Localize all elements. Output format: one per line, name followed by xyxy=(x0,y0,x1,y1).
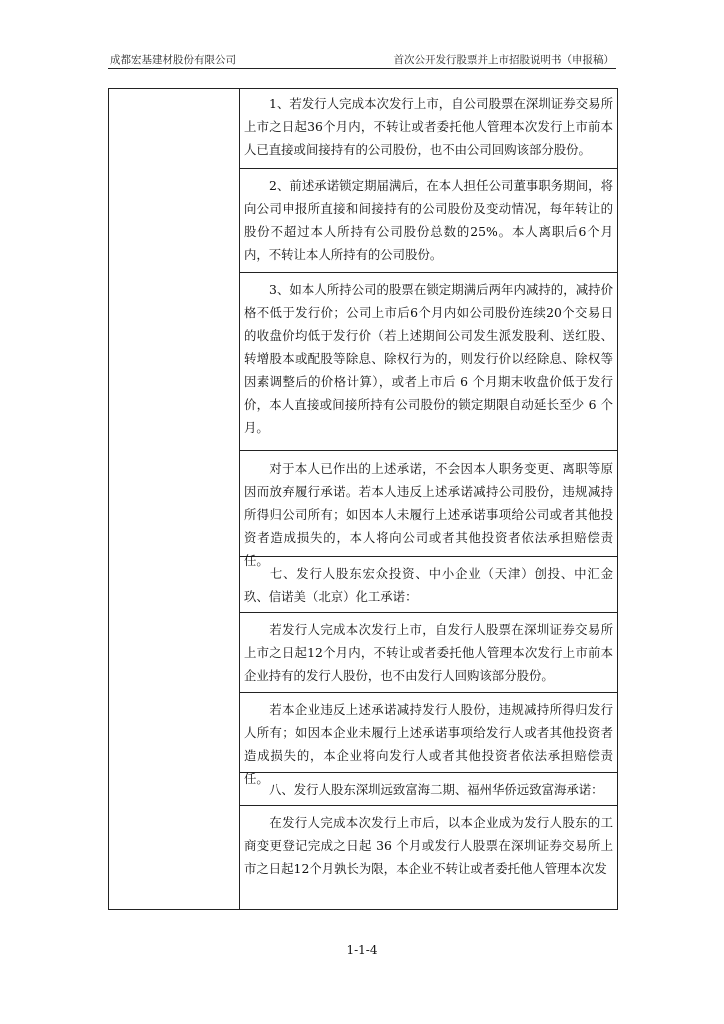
paragraph-no-abandonment xyxy=(240,451,617,568)
commitment-table xyxy=(108,88,618,910)
paragraph-text: 八、发行人股东深圳远致富海二期、福州华侨远致富海承诺： xyxy=(269,782,604,797)
paragraph-text: 七、发行人股东宏众投资、中小企业（天津）创投、中汇金玖、信诺美（北京）化工承诺： xyxy=(244,566,613,604)
paragraph-text: 2、前述承诺锁定期届满后，在本人担任公司董事职务期间，将向公司申报所直接和间接持有的公司股份及变动情况，每年转让的股份不超过本人所持有公司股份总数的25%。本人离职后6个月内，不转让本人所持有的公司股份。 xyxy=(244,178,613,262)
section-heading-seven xyxy=(240,557,617,613)
paragraph-lockup-36-months xyxy=(240,89,617,169)
page-header xyxy=(108,50,616,69)
paragraph-director-transfer-limit xyxy=(240,169,617,273)
paragraph-text: 1、若发行人完成本次发行上市，自公司股票在深圳证券交易所上市之日起36个月内，不转让或者委托他人管理本次发行上市前本人已直接或间接持有的公司股份，也不由公司回购该部分股份。 xyxy=(244,96,613,157)
document-title: 首次公开发行股票并上市招股说明书（申报稿） xyxy=(393,54,614,66)
paragraph-lockup-36-or-12-months xyxy=(240,806,617,886)
table-right-column xyxy=(240,89,617,909)
section-heading-eight xyxy=(240,773,617,806)
paragraph-text: 3、如本人所持公司的股票在锁定期满后两年内减持的，减持价格不低于发行价；公司上市后6个月内如公司股份连续20个交易日的收盘价均低于发行价（若上述期间公司发生派发股利、送红股、转增股本或配股等除息、除权行为的，则发行价以经除息、除权等因素调整后的价格计算），或者上市后 6 个月期末收盘价低于发行价，本人直接或间接所持有公司股份的锁定期限自动延长至少 6 个月。 xyxy=(244,282,613,435)
paragraph-violation-proceeds xyxy=(240,693,617,786)
paragraph-text: 若发行人完成本次发行上市，自发行人股票在深圳证券交易所上市之日起12个月内，不转让或者委托他人管理本次发行上市前本企业持有的发行人股份，也不由发行人回购该部分股份。 xyxy=(244,622,613,683)
paragraph-text: 对于本人已作出的上述承诺，不会因本人职务变更、离职等原因而放弃履行承诺。若本人违反上述承诺减持公司股份，违规减持所得归公司所有；如因本人未履行上述承诺事项给公司或者其他投资者造成损失的，本人将向公司或者其他投资者依法承担赔偿责任。 xyxy=(244,461,613,568)
paragraph-lockup-12-months xyxy=(240,613,617,693)
paragraph-text: 若本企业违反上述承诺减持发行人股份，违规减持所得归发行人所有；如因本企业未履行上述承诺事项给发行人或者其他投资者造成损失的，本企业将向发行人或者其他投资者依法承担赔偿责任。 xyxy=(244,702,613,786)
table-left-column xyxy=(109,89,240,909)
paragraph-text: 在发行人完成本次发行上市后，以本企业成为发行人股东的工商变更登记完成之日起 36 个月或发行人股票在深圳证券交易所上市之日起12个月孰长为限，本企业不转让或者委托他人管理本次发 xyxy=(244,815,613,876)
page-number: 1-1-4 xyxy=(346,943,378,957)
company-name: 成都宏基建材股份有限公司 xyxy=(110,54,236,66)
paragraph-reduction-price xyxy=(240,273,617,451)
